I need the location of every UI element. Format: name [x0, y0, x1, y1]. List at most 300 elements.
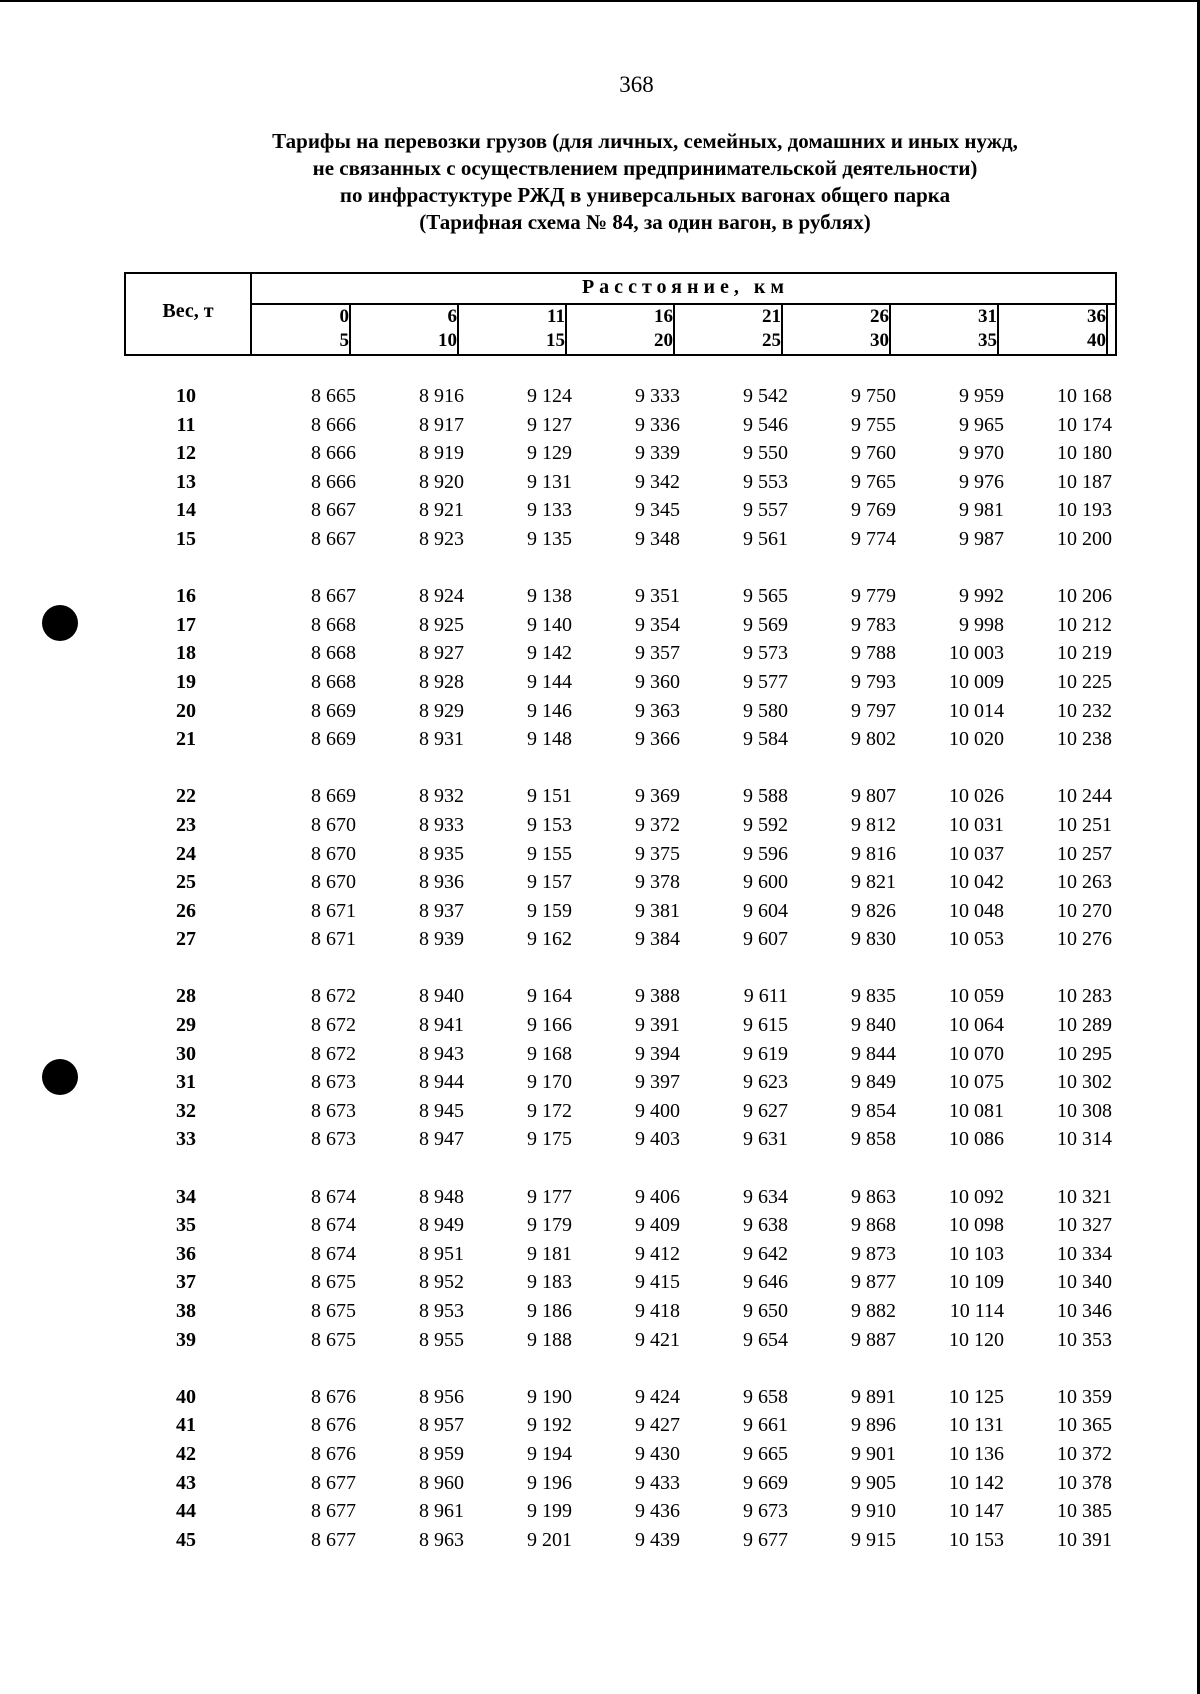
tariff-cell: 9 177 — [527, 1185, 572, 1208]
tariff-cell: 8 937 — [419, 899, 464, 922]
table-row — [124, 382, 1117, 411]
distance-range-header — [462, 305, 567, 355]
tariff-cell: 8 928 — [419, 670, 464, 693]
table-row — [124, 1125, 1117, 1154]
weight-cell: 26 — [176, 899, 196, 922]
tariff-cell: 8 670 — [311, 871, 356, 894]
table-row — [124, 468, 1117, 497]
table-row — [124, 582, 1117, 611]
tariff-cell: 8 943 — [419, 1042, 464, 1065]
tariff-cell: 10 219 — [1057, 642, 1112, 665]
tariff-cell: 9 905 — [851, 1471, 896, 1494]
tariff-cell: 9 138 — [527, 585, 572, 608]
tariff-cell: 10 302 — [1057, 1071, 1112, 1094]
weight-cell: 15 — [176, 527, 196, 550]
tariff-cell: 9 336 — [635, 413, 680, 436]
tariff-cell: 8 675 — [311, 1300, 356, 1322]
tariff-cell: 10 365 — [1057, 1414, 1112, 1437]
tariff-cell: 9 406 — [635, 1185, 680, 1208]
tariff-cell: 9 750 — [851, 385, 896, 407]
table-row — [124, 697, 1117, 726]
tariff-cell: 10 053 — [949, 928, 1004, 951]
weight-cell: 16 — [176, 585, 196, 608]
table-row — [124, 525, 1117, 554]
tariff-cell: 8 673 — [311, 1071, 356, 1094]
tariff-cell: 10 372 — [1057, 1442, 1112, 1465]
tariff-cell: 10 064 — [949, 1014, 1004, 1037]
tariff-cell: 9 363 — [635, 699, 680, 722]
weight-cell: 34 — [176, 1185, 196, 1208]
tariff-cell: 9 378 — [635, 871, 680, 894]
range-to: 5 — [339, 330, 349, 351]
tariff-cell: 8 668 — [311, 642, 356, 665]
tariff-cell: 9 565 — [743, 585, 788, 608]
tariff-cell: 9 181 — [527, 1242, 572, 1265]
tariff-cell: 8 668 — [311, 613, 356, 636]
tariff-cell: 9 412 — [635, 1242, 680, 1265]
tariff-cell: 8 936 — [419, 871, 464, 894]
tariff-cell: 10 131 — [949, 1414, 1004, 1437]
tariff-cell: 10 114 — [949, 1300, 1004, 1322]
tariff-cell: 10 200 — [1057, 527, 1112, 550]
weight-cell: 22 — [176, 785, 196, 808]
tariff-cell: 10 136 — [949, 1442, 1004, 1465]
tariff-cell: 8 677 — [311, 1528, 356, 1551]
tariff-cell: 10 359 — [1057, 1385, 1112, 1408]
tariff-cell: 10 120 — [949, 1328, 1004, 1351]
tariff-cell: 9 148 — [527, 728, 572, 751]
tariff-cell: 9 970 — [959, 442, 1004, 465]
row-group — [124, 1183, 1117, 1355]
table-row — [124, 1211, 1117, 1240]
tariff-cell: 8 665 — [311, 385, 356, 407]
tariff-cell: 10 075 — [949, 1071, 1004, 1094]
tariff-cell: 9 409 — [635, 1214, 680, 1237]
tariff-cell: 9 436 — [635, 1500, 680, 1523]
tariff-cell: 9 192 — [527, 1414, 572, 1437]
tariff-cell: 8 960 — [419, 1471, 464, 1494]
tariff-cell: 10 283 — [1057, 985, 1112, 1008]
tariff-cell: 9 427 — [635, 1414, 680, 1437]
tariff-cell: 9 550 — [743, 442, 788, 465]
tariff-cell: 9 135 — [527, 527, 572, 550]
weight-cell: 21 — [176, 728, 196, 751]
tariff-cell: 8 940 — [419, 985, 464, 1008]
tariff-cell: 9 634 — [743, 1185, 788, 1208]
tariff-cell: 8 674 — [311, 1242, 356, 1265]
range-from: 26 — [870, 306, 889, 327]
weight-cell: 28 — [176, 985, 196, 1008]
table-row — [124, 1326, 1117, 1355]
tariff-cell: 9 561 — [743, 527, 788, 550]
row-group — [124, 1383, 1117, 1555]
tariff-cell: 10 081 — [949, 1099, 1004, 1122]
tariff-cell: 8 673 — [311, 1099, 356, 1122]
tariff-cell: 9 588 — [743, 785, 788, 808]
weight-cell: 35 — [176, 1214, 196, 1237]
tariff-cell: 8 951 — [419, 1242, 464, 1265]
table-row — [124, 782, 1117, 811]
tariff-cell: 8 920 — [419, 470, 464, 493]
tariff-cell: 8 671 — [311, 928, 356, 951]
tariff-cell: 9 421 — [635, 1328, 680, 1351]
tariff-cell: 8 933 — [419, 813, 464, 836]
tariff-cell: 9 339 — [635, 442, 680, 465]
tariff-cell: 8 927 — [419, 642, 464, 665]
tariff-cell: 10 295 — [1057, 1042, 1112, 1065]
tariff-cell: 10 193 — [1057, 499, 1112, 522]
tariff-cell: 9 124 — [527, 385, 572, 407]
title-line: (Тарифная схема № 84, за один вагон, в рублях) — [419, 210, 871, 234]
tariff-cell: 9 580 — [743, 699, 788, 722]
weight-cell: 43 — [176, 1471, 196, 1494]
page-border-top — [0, 0, 1200, 2]
tariff-cell: 9 584 — [743, 728, 788, 751]
range-from: 36 — [1087, 306, 1106, 327]
tariff-cell: 9 391 — [635, 1014, 680, 1037]
tariff-cell: 9 992 — [959, 585, 1004, 608]
tariff-cell: 10 037 — [949, 842, 1004, 865]
tariff-cell: 10 391 — [1057, 1528, 1112, 1551]
tariff-cell: 9 844 — [851, 1042, 896, 1065]
tariff-cell: 9 783 — [851, 613, 896, 636]
tariff-cell: 9 381 — [635, 899, 680, 922]
table-row — [124, 868, 1117, 897]
tariff-cell: 9 807 — [851, 785, 896, 808]
tariff-cell: 9 631 — [743, 1128, 788, 1151]
tariff-cell: 9 384 — [635, 928, 680, 951]
tariff-cell: 9 351 — [635, 585, 680, 608]
tariff-cell: 10 048 — [949, 899, 1004, 922]
tariff-cell: 9 863 — [851, 1185, 896, 1208]
weight-cell: 42 — [176, 1442, 196, 1465]
tariff-cell: 10 103 — [949, 1242, 1004, 1265]
tariff-cell: 9 146 — [527, 699, 572, 722]
tariff-cell: 9 569 — [743, 613, 788, 636]
tariff-cell: 9 638 — [743, 1214, 788, 1237]
tariff-cell: 10 026 — [949, 785, 1004, 808]
tariff-cell: 10 289 — [1057, 1014, 1112, 1037]
distance-range-header — [246, 305, 351, 355]
tariff-cell: 9 835 — [851, 985, 896, 1008]
tariff-cell: 9 162 — [527, 928, 572, 951]
tariff-cell: 8 672 — [311, 985, 356, 1008]
tariff-cell: 10 321 — [1057, 1185, 1112, 1208]
tariff-cell: 8 673 — [311, 1128, 356, 1151]
tariff-cell: 9 388 — [635, 985, 680, 1008]
tariff-cell: 9 755 — [851, 413, 896, 436]
tariff-cell: 8 932 — [419, 785, 464, 808]
tariff-cell: 9 166 — [527, 1014, 572, 1037]
tariff-cell: 9 360 — [635, 670, 680, 693]
tariff-cell: 9 882 — [851, 1300, 896, 1322]
tariff-cell: 9 194 — [527, 1442, 572, 1465]
tariff-cell: 9 887 — [851, 1328, 896, 1351]
range-from: 6 — [447, 306, 457, 327]
tariff-cell: 9 133 — [527, 499, 572, 522]
tariff-cell: 9 418 — [635, 1300, 680, 1322]
tariff-cell: 9 600 — [743, 871, 788, 894]
tariff-cell: 8 948 — [419, 1185, 464, 1208]
tariff-cell: 9 172 — [527, 1099, 572, 1122]
tariff-cell: 9 348 — [635, 527, 680, 550]
tariff-cell: 9 658 — [743, 1385, 788, 1408]
tariff-cell: 9 779 — [851, 585, 896, 608]
tariff-cell: 8 945 — [419, 1099, 464, 1122]
tariff-cell: 8 924 — [419, 585, 464, 608]
tariff-cell: 10 346 — [1057, 1300, 1112, 1322]
table-row — [124, 840, 1117, 869]
range-from: 16 — [654, 306, 673, 327]
tariff-cell: 9 592 — [743, 813, 788, 836]
tariff-cell: 9 901 — [851, 1442, 896, 1465]
tariff-cell: 9 677 — [743, 1528, 788, 1551]
tariff-cell: 8 676 — [311, 1385, 356, 1408]
tariff-cell: 8 676 — [311, 1442, 356, 1465]
weight-cell: 40 — [176, 1385, 196, 1408]
tariff-cell: 9 186 — [527, 1300, 572, 1322]
table-row — [124, 1068, 1117, 1097]
tariff-cell: 10 212 — [1057, 613, 1112, 636]
tariff-cell: 9 858 — [851, 1128, 896, 1151]
tariff-cell: 10 385 — [1057, 1500, 1112, 1523]
tariff-cell: 8 666 — [311, 470, 356, 493]
tariff-cell: 9 577 — [743, 670, 788, 693]
tariff-cell: 10 031 — [949, 813, 1004, 836]
tariff-cell: 8 921 — [419, 499, 464, 522]
tariff-cell: 8 939 — [419, 928, 464, 951]
weight-cell: 39 — [176, 1328, 196, 1351]
tariff-cell: 9 168 — [527, 1042, 572, 1065]
tariff-cell: 10 009 — [949, 670, 1004, 693]
tariff-cell: 9 201 — [527, 1528, 572, 1551]
tariff-cell: 9 375 — [635, 842, 680, 865]
tariff-cell: 8 917 — [419, 413, 464, 436]
tariff-cell: 10 098 — [949, 1214, 1004, 1237]
distance-range-header — [570, 305, 675, 355]
punch-hole-mark — [42, 1059, 78, 1095]
tariff-cell: 8 667 — [311, 527, 356, 550]
distance-range-header — [786, 305, 891, 355]
range-to: 40 — [1087, 330, 1106, 351]
tariff-cell: 10 003 — [949, 642, 1004, 665]
tariff-cell: 9 175 — [527, 1128, 572, 1151]
table-row — [124, 811, 1117, 840]
tariff-cell: 9 188 — [527, 1328, 572, 1351]
tariff-cell: 9 760 — [851, 442, 896, 465]
weight-cell: 17 — [176, 613, 196, 636]
tariff-cell: 8 674 — [311, 1214, 356, 1237]
tariff-cell: 9 127 — [527, 413, 572, 436]
tariff-cell: 10 147 — [949, 1500, 1004, 1523]
tariff-cell: 8 956 — [419, 1385, 464, 1408]
tariff-cell: 9 998 — [959, 613, 1004, 636]
tariff-cell: 9 816 — [851, 842, 896, 865]
weight-cell: 36 — [176, 1242, 196, 1265]
tariff-cell: 10 327 — [1057, 1214, 1112, 1237]
tariff-cell: 8 953 — [419, 1300, 464, 1322]
tariff-cell: 10 168 — [1057, 385, 1112, 407]
tariff-cell: 9 788 — [851, 642, 896, 665]
table-row — [124, 1268, 1117, 1297]
tariff-cell: 10 353 — [1057, 1328, 1112, 1351]
tariff-cell: 10 142 — [949, 1471, 1004, 1494]
tariff-cell: 9 557 — [743, 499, 788, 522]
tariff-cell: 8 669 — [311, 785, 356, 808]
table-row — [124, 411, 1117, 440]
tariff-cell: 9 129 — [527, 442, 572, 465]
tariff-cell: 9 646 — [743, 1271, 788, 1294]
tariff-cell: 9 615 — [743, 1014, 788, 1037]
table-row — [124, 1240, 1117, 1269]
table-row — [124, 1011, 1117, 1040]
tariff-cell: 9 397 — [635, 1071, 680, 1094]
tariff-cell: 9 669 — [743, 1471, 788, 1494]
tariff-cell: 9 573 — [743, 642, 788, 665]
tariff-cell: 8 957 — [419, 1414, 464, 1437]
tariff-cell: 10 206 — [1057, 585, 1112, 608]
table-row — [124, 496, 1117, 525]
range-to: 30 — [870, 330, 889, 351]
tariff-cell: 10 225 — [1057, 670, 1112, 693]
tariff-cell: 10 020 — [949, 728, 1004, 751]
tariff-cell: 9 372 — [635, 813, 680, 836]
table-row — [124, 982, 1117, 1011]
tariff-cell: 9 607 — [743, 928, 788, 951]
tariff-cell: 8 961 — [419, 1500, 464, 1523]
tariff-cell: 10 232 — [1057, 699, 1112, 722]
tariff-cell: 9 769 — [851, 499, 896, 522]
range-from: 21 — [762, 306, 781, 327]
tariff-cell: 9 896 — [851, 1414, 896, 1437]
tariff-cell: 9 333 — [635, 385, 680, 407]
tariff-cell: 9 342 — [635, 470, 680, 493]
weight-cell: 29 — [176, 1014, 196, 1037]
distance-range-header — [354, 305, 459, 355]
tariff-cell: 9 654 — [743, 1328, 788, 1351]
tariff-cell: 8 666 — [311, 413, 356, 436]
tariff-cell: 9 812 — [851, 813, 896, 836]
tariff-cell: 9 665 — [743, 1442, 788, 1465]
table-row — [124, 1440, 1117, 1469]
title-line: Тарифы на перевозки грузов (для личных, семейных, домашних и иных нужд, — [272, 129, 1018, 153]
row-group — [124, 982, 1117, 1154]
weight-column-header: Вес, т — [162, 300, 214, 322]
tariff-cell: 8 677 — [311, 1500, 356, 1523]
tariff-cell: 9 981 — [959, 499, 1004, 522]
tariff-cell: 8 677 — [311, 1471, 356, 1494]
tariff-cell: 9 131 — [527, 470, 572, 493]
range-from: 31 — [978, 306, 997, 327]
tariff-cell: 9 199 — [527, 1500, 572, 1523]
table-row — [124, 1411, 1117, 1440]
tariff-cell: 9 164 — [527, 985, 572, 1008]
table-row — [124, 1097, 1117, 1126]
tariff-cell: 8 666 — [311, 442, 356, 465]
range-from: 11 — [547, 306, 565, 327]
tariff-cell: 9 765 — [851, 470, 896, 493]
tariff-cell: 9 433 — [635, 1471, 680, 1494]
tariff-cell: 9 877 — [851, 1271, 896, 1294]
document-title — [0, 128, 1200, 236]
distance-range-header — [1003, 305, 1108, 355]
tariff-cell: 10 257 — [1057, 842, 1112, 865]
tariff-cell: 8 669 — [311, 699, 356, 722]
range-to: 25 — [762, 330, 781, 351]
tariff-cell: 9 140 — [527, 613, 572, 636]
tariff-cell: 8 672 — [311, 1014, 356, 1037]
weight-cell: 30 — [176, 1042, 196, 1065]
tariff-cell: 8 955 — [419, 1328, 464, 1351]
weight-cell: 24 — [176, 842, 196, 865]
row-group — [124, 382, 1117, 554]
tariff-cell: 8 670 — [311, 842, 356, 865]
weight-cell: 31 — [176, 1071, 196, 1094]
title-line: не связанных с осуществлением предпринимательской деятельности) — [312, 156, 978, 180]
tariff-cell: 8 671 — [311, 899, 356, 922]
page-number: 368 — [619, 72, 654, 97]
weight-cell: 25 — [176, 871, 196, 894]
weight-cell: 12 — [176, 442, 196, 465]
tariff-cell: 9 596 — [743, 842, 788, 865]
tariff-cell: 9 153 — [527, 813, 572, 836]
table-header — [124, 272, 1117, 356]
tariff-cell: 9 542 — [743, 385, 788, 407]
table-row — [124, 1297, 1117, 1326]
weight-cell: 32 — [176, 1099, 196, 1122]
tariff-cell: 8 670 — [311, 813, 356, 836]
tariff-cell: 9 623 — [743, 1071, 788, 1094]
tariff-table-body — [124, 382, 1117, 1583]
weight-cell: 10 — [176, 385, 196, 407]
tariff-cell: 9 151 — [527, 785, 572, 808]
weight-cell: 41 — [176, 1414, 196, 1437]
tariff-cell: 10 276 — [1057, 928, 1112, 951]
tariff-cell: 8 919 — [419, 442, 464, 465]
range-to: 20 — [654, 330, 673, 351]
tariff-cell: 8 935 — [419, 842, 464, 865]
tariff-cell: 10 270 — [1057, 899, 1112, 922]
table-row — [124, 1497, 1117, 1526]
tariff-cell: 9 366 — [635, 728, 680, 751]
tariff-cell: 10 187 — [1057, 470, 1112, 493]
row-group — [124, 582, 1117, 754]
tariff-cell: 8 672 — [311, 1042, 356, 1065]
row-group — [124, 782, 1117, 954]
tariff-cell: 9 611 — [743, 985, 788, 1008]
tariff-cell: 8 667 — [311, 585, 356, 608]
tariff-cell: 9 553 — [743, 470, 788, 493]
tariff-cell: 9 793 — [851, 670, 896, 693]
table-row — [124, 1526, 1117, 1555]
tariff-cell: 10 125 — [949, 1385, 1004, 1408]
tariff-cell: 9 546 — [743, 413, 788, 436]
tariff-cell: 9 627 — [743, 1099, 788, 1122]
tariff-cell: 10 014 — [949, 699, 1004, 722]
tariff-cell: 9 891 — [851, 1385, 896, 1408]
tariff-cell: 9 179 — [527, 1214, 572, 1237]
table-row — [124, 1383, 1117, 1412]
tariff-cell: 10 174 — [1057, 413, 1112, 436]
tariff-cell: 9 196 — [527, 1471, 572, 1494]
tariff-cell: 8 963 — [419, 1528, 464, 1551]
table-row — [124, 725, 1117, 754]
tariff-cell: 9 357 — [635, 642, 680, 665]
tariff-cell: 9 354 — [635, 613, 680, 636]
tariff-cell: 9 802 — [851, 728, 896, 751]
tariff-cell: 8 675 — [311, 1328, 356, 1351]
weight-cell: 14 — [176, 499, 196, 522]
